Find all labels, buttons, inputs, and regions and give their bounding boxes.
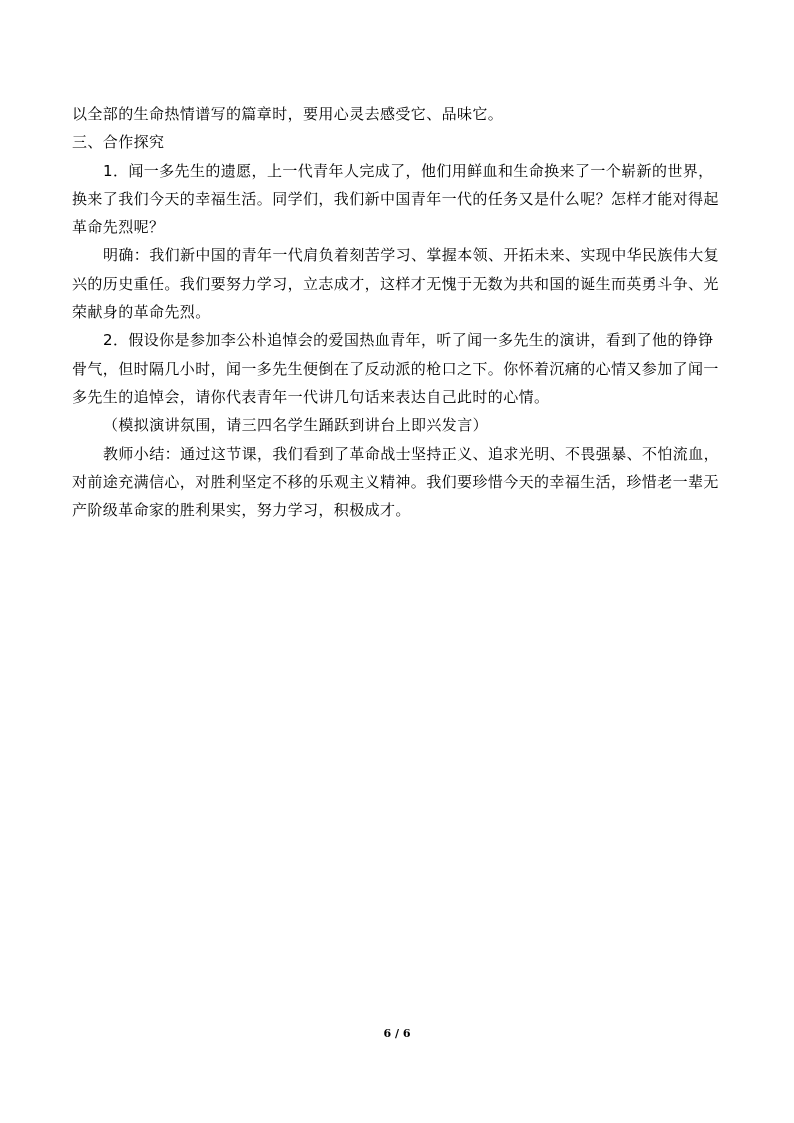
question-2-paragraph: 2．假设你是参加李公朴追悼会的爱国热血青年，听了闻一多先生的演讲，看到了他的铮铮骨气，但时隔几小时，闻一多先生便倒在了反动派的枪口之下。你怀着沉痛的心情又参加了闻一多先生的追悼会，请你代表青年一代讲几句话来表达自己此时的心情。 (72, 331, 719, 406)
question-1-paragraph: 1．闻一多先生的遗愿，上一代青年人完成了，他们用鲜血和生命换来了一个崭新的世界，换来了我们今天的幸福生活。同学们，我们新中国青年一代的任务又是什么呢？怎样才能对得起革命先烈呢？ (72, 161, 719, 237)
section-heading: 三、合作探究 (72, 133, 165, 152)
document-body (72, 100, 727, 524)
paragraph-continuation: 以全部的生命热情谱写的篇章时，要用心灵去感受它、品味它。 (72, 105, 504, 123)
activity-note: （模拟演讲氛围，请三四名学生踊跃到讲台上即兴发言） (103, 416, 489, 435)
page-number: 6 / 6 (383, 1027, 411, 1040)
answer-paragraph: 明确：我们新中国的青年一代肩负着刻苦学习、掌握本领、开拓未来、实现中华民族伟大复兴的历史重任。我们要努力学习，立志成才，这样才无愧于无数为共和国的诞生而英勇斗争、光荣献身的革命先烈。 (72, 246, 720, 322)
teacher-summary-paragraph: 教师小结：通过这节课，我们看到了革命战士坚持正义、追求光明、不畏强暴、不怕流血，对前途充满信心，对胜利坚定不移的乐观主义精神。我们要珍惜今天的幸福生活，珍惜老一辈无产阶级革命家的胜利果实，努力学习，积极成才。 (72, 444, 720, 520)
